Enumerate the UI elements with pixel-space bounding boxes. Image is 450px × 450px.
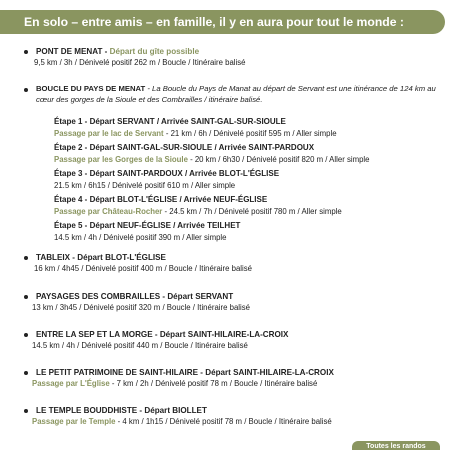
walk-title: PONT DE MENAT - Départ du gîte possible [36,47,200,56]
bullet-icon [24,50,28,54]
walk-title: TABLEIX - Départ BLOT-L'ÉGLISE [36,253,166,262]
walk-info: 16 km / 4h45 / Dénivelé positif 400 m / Boucle / Itinéraire balisé [34,264,252,273]
bullet-icon [24,409,28,413]
walk-info: 14.5 km / 4h / Dénivelé positif 440 m / Boucle / Itinéraire balisé [32,341,248,350]
etape-4-info: Passage par Château-Rocher - 24.5 km / 7h / Dénivelé positif 780 m / Aller simple [54,207,342,216]
walk-title: LE TEMPLE BOUDDHISTE - Départ BIOLLET [36,406,207,415]
walk-description: BOUCLE DU PAYS DE MENAT - La Boucle du Pays de Manat au départ de Servant est une itinérance de 124 km au cœur des gorges de la Sioule et des Combrailles / itinéraire balisé. [36,84,436,104]
walk-info: 13 km / 3h45 / Dénivelé positif 320 m / Boucle / Itinéraire balisé [32,303,250,312]
etape-2-title: Étape 2 - Départ SAINT-GAL-SUR-SIOULE / Arrivée SAINT-PARDOUX [54,143,315,152]
walk-item-tableix [20,252,445,274]
walk-item-boucle-pays-de-menat [20,84,445,105]
etape-5-title: Étape 5 - Départ NEUF-ÉGLISE / Arrivée TEILHET [54,221,241,230]
walk-item-temple-bouddhiste [20,405,445,427]
walk-item-pont-de-menat [20,46,445,68]
etape-2-info: Passage par les Gorges de la Sioule - 20 km / 6h30 / Dénivelé positif 820 m / Aller simple [54,155,370,164]
etape-4-title: Étape 4 - Départ BLOT-L'ÉGLISE / Arrivée NEUF-ÉGLISE [54,195,268,204]
walk-info: 9,5 km / 3h / Dénivelé positif 262 m / Boucle / Itinéraire balisé [34,58,246,67]
bullet-icon [24,88,28,92]
etape-3-info: 21.5 km / 6h15 / Dénivelé positif 610 m / Aller simple [54,181,236,190]
walk-title: ENTRE LA SEP ET LA MORGE - Départ SAINT-HILAIRE-LA-CROIX [36,330,289,339]
walk-info: Passage par le Temple - 4 km / 1h15 / Dénivelé positif 78 m / Boucle / Itinéraire balisé [32,417,332,426]
etape-1-info: Passage par le lac de Servant - 21 km / 6h / Dénivelé positif 595 m / Aller simple [54,129,337,138]
walk-title: PAYSAGES DES COMBRAILLES - Départ SERVANT [36,292,234,301]
etape-5-info: 14.5 km / 4h / Dénivelé positif 390 m / Aller simple [54,233,227,242]
bullet-icon [24,295,28,299]
bullet-icon [24,371,28,375]
bullet-icon [24,256,28,260]
walk-item-petit-patrimoine [20,367,445,389]
walk-title: LE PETIT PATRIMOINE DE SAINT-HILAIRE - Départ SAINT-HILAIRE-LA-CROIX [36,368,334,377]
all-walks-button[interactable]: Toutes les randos [352,441,440,450]
section-header: En solo – entre amis – en famille, il y en aura pour tout le monde : [0,10,445,34]
walk-item-entre-la-sep-et-la-morge [20,329,445,351]
walk-info: Passage par L'Église - 7 km / 2h / Dénivelé positif 78 m / Boucle / Itinéraire balisé [32,379,318,388]
walk-item-paysages-des-combrailles [20,291,445,313]
etape-1-title: Étape 1 - Départ SERVANT / Arrivée SAINT-GAL-SUR-SIOULE [54,117,286,126]
etape-3-title: Étape 3 - Départ SAINT-PARDOUX / Arrivée BLOT-L'ÉGLISE [54,169,280,178]
bullet-icon [24,333,28,337]
